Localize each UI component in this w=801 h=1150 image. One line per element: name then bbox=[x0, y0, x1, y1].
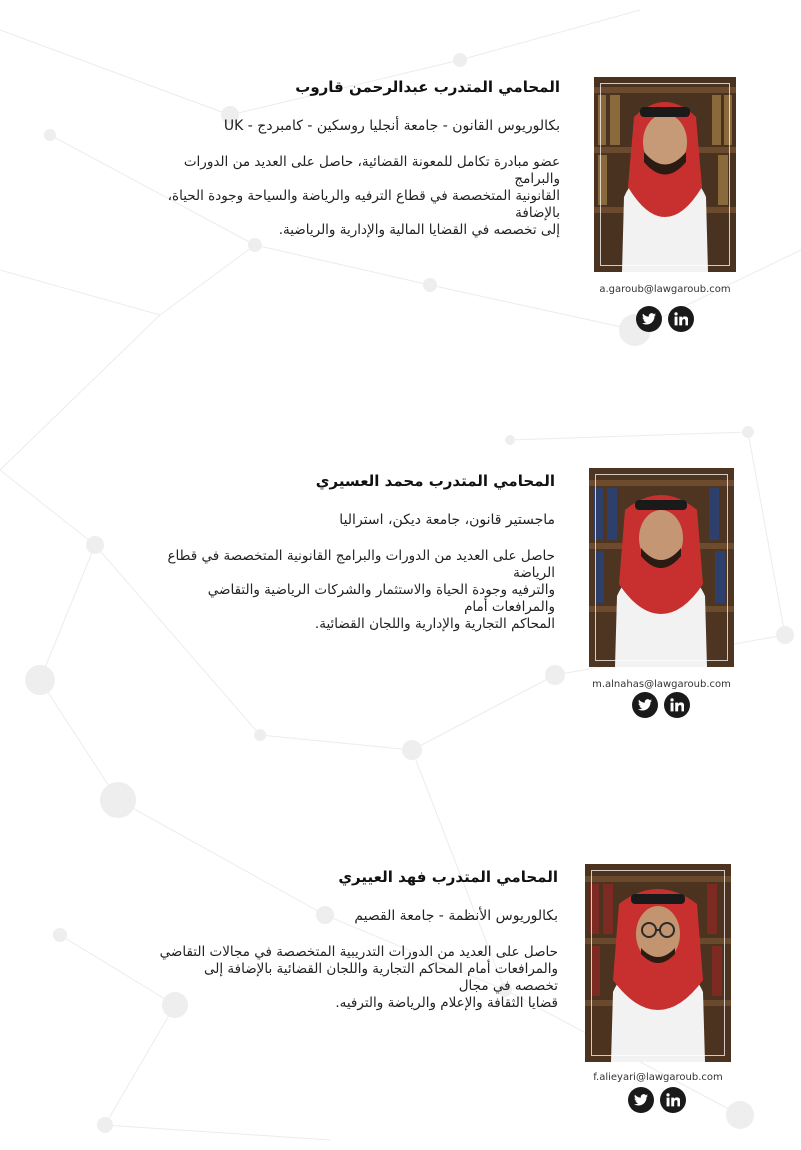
linkedin-button[interactable] bbox=[664, 692, 690, 718]
member-email[interactable]: f.alieyari@lawgaroub.com bbox=[593, 1072, 723, 1083]
member-text bbox=[155, 472, 555, 633]
linkedin-button[interactable] bbox=[660, 1087, 686, 1113]
member-bio bbox=[158, 944, 558, 1012]
member-photo bbox=[585, 864, 731, 1062]
bio-line: حاصل على العديد من الدورات التدريبية المتخصصة في مجالات التقاضي bbox=[159, 944, 558, 960]
bio-line: المحاكم التجارية والإدارية واللجان القضائية. bbox=[314, 616, 555, 632]
bio-line: قضايا الثقافة والإعلام والرياضة والترفيه. bbox=[335, 995, 558, 1011]
social-links bbox=[636, 306, 694, 332]
twitter-icon bbox=[634, 1094, 648, 1106]
member-degree: بكالوريوس القانون - جامعة أنجليا روسكين - كامبردج - UK bbox=[223, 118, 560, 134]
member-degree: ماجستير قانون، جامعة ديكن، استراليا bbox=[339, 512, 555, 528]
linkedin-button[interactable] bbox=[668, 306, 694, 332]
linkedin-icon bbox=[674, 312, 688, 326]
twitter-button[interactable] bbox=[632, 692, 658, 718]
member-photo bbox=[594, 77, 736, 272]
twitter-icon bbox=[638, 699, 652, 711]
bio-line: حاصل على العديد من الدورات والبرامج القانونية المتخصصة في قطاع الرياضة bbox=[167, 548, 555, 581]
bio-line: والترفيه وجودة الحياة والاستثمار والشركات الرياضية والتقاضي والمرافعات أمام bbox=[207, 582, 555, 615]
member-photo bbox=[589, 468, 734, 667]
social-links bbox=[628, 1087, 686, 1113]
member-email[interactable]: m.alnahas@lawgaroub.com bbox=[592, 679, 731, 690]
member-bio bbox=[160, 154, 560, 239]
bio-line: والمرافعات أمام المحاكم التجارية واللجان القضائية بالإضافة إلى تخصصه في مجال bbox=[204, 961, 558, 994]
twitter-button[interactable] bbox=[636, 306, 662, 332]
twitter-icon bbox=[642, 313, 656, 325]
member-text bbox=[158, 868, 558, 1012]
twitter-button[interactable] bbox=[628, 1087, 654, 1113]
social-links bbox=[632, 692, 690, 718]
linkedin-icon bbox=[666, 1093, 680, 1107]
bio-line: إلى تخصصه في القضايا المالية والإدارية والرياضية. bbox=[278, 222, 560, 238]
linkedin-icon bbox=[670, 698, 684, 712]
bio-line: القانونية المتخصصة في قطاع الترفيه والرياضة والسياحة وجودة الحياة، بالإضافة bbox=[167, 188, 560, 221]
bio-line: عضو مبادرة تكامل للمعونة القضائية، حاصل على العديد من الدورات والبرامج bbox=[183, 154, 560, 187]
member-email[interactable]: a.garoub@lawgaroub.com bbox=[599, 284, 731, 295]
member-text bbox=[160, 78, 560, 239]
member-name: المحامي المتدرب فهد العييري bbox=[338, 868, 558, 886]
member-name: المحامي المتدرب محمد العسيري bbox=[315, 472, 555, 490]
member-name: المحامي المتدرب عبدالرحمن قاروب bbox=[295, 78, 560, 96]
member-degree: بكالوريوس الأنظمة - جامعة القصيم bbox=[354, 908, 558, 924]
member-bio bbox=[155, 548, 555, 633]
